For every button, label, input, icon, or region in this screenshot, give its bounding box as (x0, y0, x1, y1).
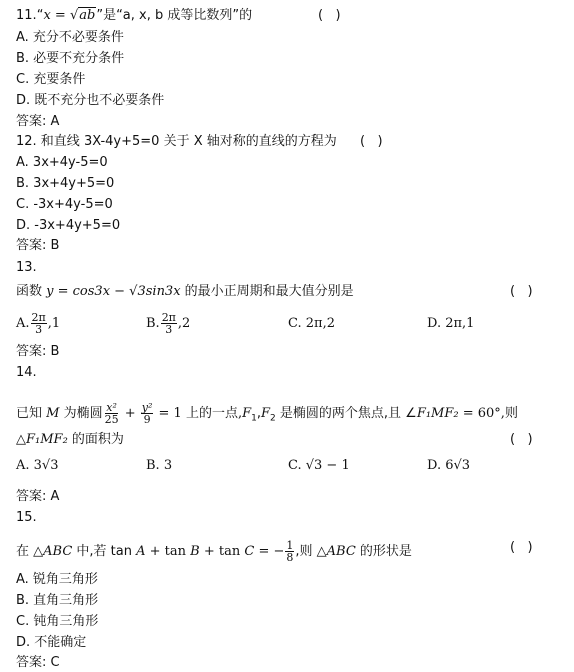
q12-option-b: B. 3x+4y+5=0 (16, 176, 115, 191)
q11-option-c: C. 充要条件 (16, 72, 86, 87)
q15-answer-blank: ( ) (510, 540, 533, 555)
q13-option-d: D. 2π,1 (427, 316, 475, 331)
q13-option-a-denominator: 3 (35, 323, 43, 336)
q13-option-b-label: B. (146, 316, 160, 331)
q15-option-a: A. 锐角三角形 (16, 572, 98, 587)
q14-option-c: C. √3 − 1 (288, 458, 350, 473)
q11-option-b: B. 必要不充分条件 (16, 51, 125, 66)
q13-option-a (16, 312, 60, 335)
q13-option-a-label: A. (16, 316, 30, 331)
q15-number: 15. (16, 510, 37, 525)
q14-focus-2-subscript: 2 (270, 413, 276, 424)
q15-fraction-denominator: 8 (286, 551, 294, 564)
q14-option-a: A. 3√3 (16, 458, 59, 473)
q15-answer: 答案: C (16, 655, 60, 670)
q15-angle-a: A (136, 544, 146, 559)
q14-option-b: B. 3 (146, 458, 173, 473)
q13-question (16, 284, 354, 300)
q14-option-d: D. 6√3 (427, 458, 471, 473)
q11-question (16, 8, 252, 24)
q14-text-d: = 60°,则 (458, 406, 518, 421)
q11-text: ”是“a, x, b 成等比数列”的 (96, 8, 253, 23)
q15-question (16, 540, 412, 563)
q15-angle-b: B (190, 544, 200, 559)
q14-text-a: 已知 (16, 406, 47, 421)
q14-fraction-y-numerator: y² (141, 401, 153, 414)
q12-option-d: D. -3x+4y+5=0 (16, 218, 121, 233)
q13-expression: y = cos3x − √3sin3x (46, 284, 181, 299)
q15-text-a: 在 △ (16, 544, 44, 559)
q13-text-a: 函数 (16, 284, 47, 299)
q15-text-f: ,则 △ (295, 544, 327, 559)
q13-answer-blank: ( ) (510, 284, 533, 299)
q13-option-c: C. 2π,2 (288, 316, 335, 331)
q13-option-b-fraction (161, 312, 177, 335)
q13-answer: 答案: B (16, 344, 60, 359)
q14-equation-tail: = 1 上的一点, (154, 406, 243, 421)
q14-fraction-x-denominator: 25 (104, 413, 119, 426)
q15-angle-c: C (244, 544, 255, 559)
q12-option-a: A. 3x+4y-5=0 (16, 155, 108, 170)
q11-equals: = (50, 8, 70, 23)
q14-text-e: 的面积为 (67, 432, 124, 447)
q14-angle: F₁MF₂ (416, 406, 459, 421)
q14-number: 14. (16, 365, 37, 380)
q15-text-d: + tan (199, 544, 245, 559)
q15-fraction-numerator: 1 (286, 539, 294, 552)
q11-option-d: D. 既不充分也不必要条件 (16, 93, 165, 108)
q13-option-a-fraction (31, 312, 47, 335)
q14-focus-1: F (242, 406, 252, 421)
q12-answer-blank: ( ) (360, 134, 383, 149)
q14-question-line1 (16, 402, 518, 427)
q14-fraction-y (141, 402, 154, 425)
q15-option-c: C. 钝角三角形 (16, 614, 99, 629)
q11-number: 11. (16, 8, 37, 23)
q13-option-b-tail: ,2 (177, 316, 191, 331)
q11-answer-blank: ( ) (318, 8, 341, 23)
q13-option-a-tail: ,1 (47, 316, 61, 331)
q14-text-b: 为椭圆 (59, 406, 103, 421)
q13-option-a-numerator: 2π (31, 311, 46, 324)
q15-option-d: D. 不能确定 (16, 635, 87, 650)
q15-fraction (285, 540, 294, 563)
q11-answer: 答案: A (16, 114, 60, 129)
q11-quote-open: “ (36, 8, 44, 23)
q14-focus-1-subscript: 1 (251, 413, 257, 424)
q14-triangle-symbol: △ (16, 432, 26, 447)
q15-triangle-abc: ABC (43, 544, 73, 559)
q14-question-line2 (16, 432, 124, 448)
q14-point-m: M (46, 406, 60, 421)
q13-option-b-denominator: 3 (165, 323, 173, 336)
q15-text-g: 的形状是 (355, 544, 412, 559)
q14-fraction-x (104, 402, 120, 425)
q12-option-c: C. -3x+4y-5=0 (16, 197, 113, 212)
q14-comma: , (256, 406, 261, 421)
q15-text-b: 中,若 tan (72, 544, 137, 559)
q12-question: 12. 和直线 3X-4y+5=0 关于 X 轴对称的直线的方程为 (16, 134, 337, 149)
q14-focus-2: F (261, 406, 271, 421)
q14-answer: 答案: A (16, 489, 60, 504)
q15-triangle-abc-2: ABC (326, 544, 356, 559)
q14-fraction-y-denominator: 9 (143, 413, 151, 426)
q13-option-b-numerator: 2π (161, 311, 176, 324)
q14-answer-blank: ( ) (510, 432, 533, 447)
q13-number: 13. (16, 260, 37, 275)
q15-text-c: + tan (145, 544, 191, 559)
q15-text-e: = − (254, 544, 285, 559)
q15-option-b: B. 直角三角形 (16, 593, 99, 608)
q11-option-a: A. 充分不必要条件 (16, 30, 124, 45)
q11-sqrt: √ab (69, 8, 96, 23)
q14-triangle: F₁MF₂ (26, 432, 68, 447)
q13-option-b (146, 312, 190, 335)
q11-sqrt-radicand: ab (79, 8, 96, 23)
q11-var-x: x (43, 8, 51, 23)
q14-text-c: 是椭圆的两个焦点,且 ∠ (275, 406, 417, 421)
q14-plus: + (120, 406, 140, 421)
q14-fraction-x-numerator: x² (106, 401, 117, 414)
q12-answer: 答案: B (16, 238, 60, 253)
q13-text-b: 的最小正周期和最大值分别是 (180, 284, 354, 299)
